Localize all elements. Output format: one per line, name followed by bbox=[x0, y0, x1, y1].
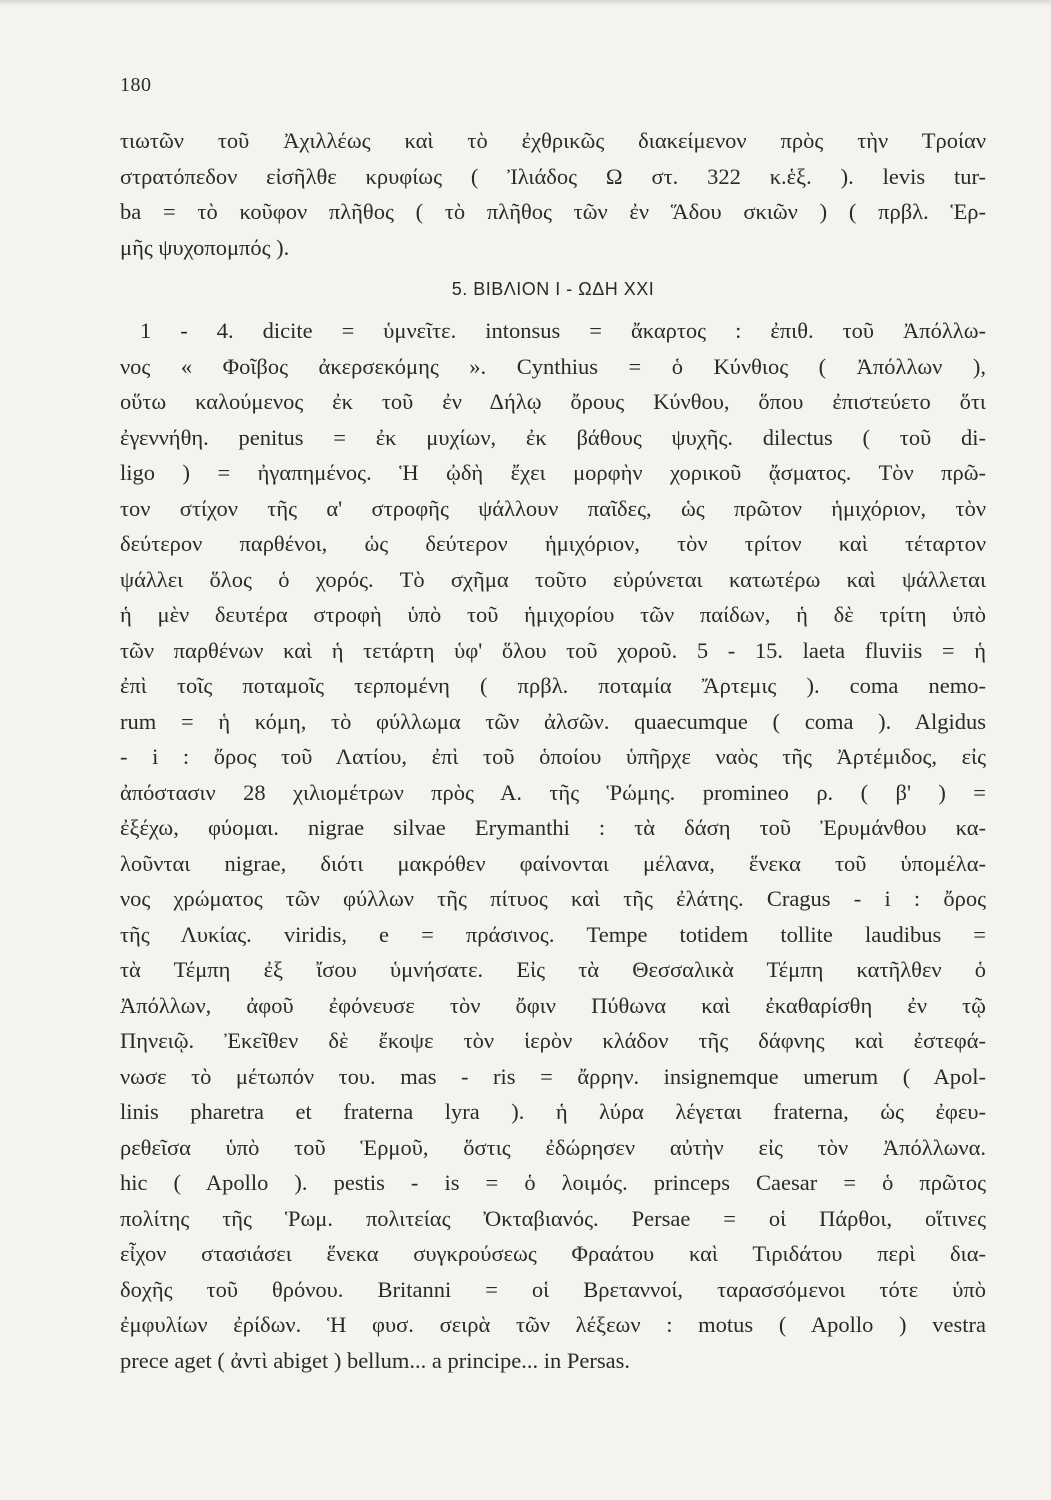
text-line: ἐγεννήθη. penitus = ἐκ μυχίων, ἐκ βάθους ψυχῆς. dilectus ( τοῦ di- bbox=[120, 424, 986, 450]
text-line: prece aget ( ἀντὶ abiget ) bellum... a principe... in Persas. bbox=[120, 1347, 631, 1373]
text-line: νος « Φοῖβος ἀκερσεκόμης ». Cynthius = ὁ Κύνθιος ( Ἀπόλλων ), bbox=[120, 353, 986, 379]
text-line: ἐξέχω, φύομαι. nigrae silvae Erymanthi : τὰ δάση τοῦ Ἐρυμάνθου κα- bbox=[120, 815, 986, 840]
text-line: ἐπὶ τοῖς ποταμοῖς τερπομένη ( πρβλ. ποταμία Ἄρτεμις ). coma nemo- bbox=[120, 673, 986, 698]
text-line: εἶχον στασιάσει ἕνεκα συγκρούσεως Φραάτου καὶ Τιριδάτου περὶ δια- bbox=[120, 1241, 986, 1266]
text-line: οὕτω καλούμενος ἐκ τοῦ ἐν Δήλῳ ὄρους Κύνθου, ὅπου ἐπιστεύετο ὅτι bbox=[120, 389, 986, 414]
page-top-edge bbox=[0, 0, 1051, 6]
text-line: νος χρώματος τῶν φύλλων τῆς πίτυος καὶ τῆς ἐλάτης. Cragus - i : ὄρος bbox=[120, 886, 986, 911]
text-line: μῆς ψυχοπομπός ). bbox=[120, 234, 290, 260]
page-number: 180 bbox=[120, 74, 152, 96]
text-line: νωσε τὸ μέτωπόν του. mas - ris = ἄρρην. insignemque umerum ( Apol- bbox=[120, 1063, 986, 1089]
text-line: 1 - 4. dicite = ὑμνεῖτε. intonsus = ἄκαρτος : ἐπιθ. τοῦ Ἀπόλλω- bbox=[140, 318, 986, 343]
text-line: linis pharetra et fraterna lyra ). ἡ λύρα λέγεται fraterna, ὡς ἐφευ- bbox=[120, 1099, 986, 1124]
text-line: στρατόπεδον εἰσῆλθε κρυφίως ( Ἰλιάδος Ω στ. 322 κ.ἑξ. ). levis tur- bbox=[120, 163, 986, 189]
text-line: δοχῆς τοῦ θρόνου. Britanni = οἱ Βρεταννοί, ταρασσόμενοι τότε ὑπὸ bbox=[120, 1276, 986, 1302]
text-line: ἡ μὲν δευτέρα στροφὴ ὑπὸ τοῦ ἡμιχορίου τῶν παίδων, ἡ δὲ τρίτη ὑπὸ bbox=[120, 602, 986, 627]
section-heading: 5. ΒΙΒΛΙΟΝ Ι - ΩΔΗ XXI bbox=[451, 279, 655, 299]
text-line: τῶν παρθένων καὶ ἡ τετάρτη ὑφ' ὅλου τοῦ χοροῦ. 5 - 15. laeta fluviis = ἡ bbox=[120, 637, 986, 663]
text-line: rum = ἡ κόμη, τὸ φύλλωμα τῶν ἀλσῶν. quaecumque ( coma ). Algidus bbox=[120, 708, 986, 734]
text-line: λοῦνται nigrae, διότι μακρόθεν φαίνονται μέλανα, ἕνεκα τοῦ ὑπομέλα- bbox=[120, 850, 986, 876]
text-line: τιωτῶν τοῦ Ἀχιλλέως καὶ τὸ ἐχθρικῶς διακείμενον πρὸς τὴν Τροίαν bbox=[120, 128, 986, 153]
text-line: δεύτερον παρθένοι, ὡς δεύτερον ἡμιχόριον, τὸν τρίτον καὶ τέταρτον bbox=[120, 531, 986, 556]
text-line: - i : ὄρος τοῦ Λατίου, ἐπὶ τοῦ ὁποίου ὑπῆρχε ναὸς τῆς Ἀρτέμιδος, εἰς bbox=[120, 744, 986, 769]
text-line: hic ( Apollo ). pestis - is = ὁ λοιμός. princeps Caesar = ὁ πρῶτος bbox=[120, 1170, 986, 1195]
text-line: Ἀπόλλων, ἀφοῦ ἐφόνευσε τὸν ὄφιν Πύθωνα καὶ ἐκαθαρίσθη ἐν τῷ bbox=[120, 992, 986, 1018]
text-line: ligo ) = ἠγαπημένος. Ἡ ᾠδὴ ἔχει μορφὴν χορικοῦ ᾄσματος. Τὸν πρῶ- bbox=[120, 460, 986, 485]
text-line: ba = τὸ κοῦφον πλῆθος ( τὸ πλῆθος τῶν ἐν Ἅδου σκιῶν ) ( πρβλ. Ἑρ- bbox=[120, 199, 986, 224]
text-line: ἐμφυλίων ἐρίδων. Ἡ φυσ. σειρὰ τῶν λέξεων : motus ( Apollo ) vestra bbox=[120, 1312, 986, 1337]
text-line: ἀπόστασιν 28 χιλιομέτρων πρὸς Α. τῆς Ῥώμης. promineo ρ. ( β' ) = bbox=[120, 779, 986, 805]
text-line: ψάλλει ὅλος ὁ χορός. Τὸ σχῆμα τοῦτο εὐρύνεται κατωτέρω καὶ ψάλλεται bbox=[120, 566, 986, 592]
commentary-text bbox=[120, 123, 986, 1378]
text-line: τὰ Τέμπη ἐξ ἴσου ὑμνήσατε. Εἰς τὰ Θεσσαλικὰ Τέμπη κατῆλθεν ὁ bbox=[120, 957, 986, 982]
text-line: Πηνειῷ. Ἐκεῖθεν δὲ ἔκοψε τὸν ἱερὸν κλάδον τῆς δάφνης καὶ ἐστεφά- bbox=[120, 1028, 986, 1053]
text-line: πολίτης τῆς Ῥωμ. πολιτείας Ὀκταβιανός. Persae = οἱ Πάρθοι, οἵτινες bbox=[120, 1205, 986, 1231]
text-line: ρεθεῖσα ὑπὸ τοῦ Ἑρμοῦ, ὅστις ἐδώρησεν αὐτὴν εἰς τὸν Ἀπόλλωνα. bbox=[120, 1134, 986, 1160]
text-line: τον στίχον τῆς α' στροφῆς ψάλλουν παῖδες, ὡς πρῶτον ἡμιχόριον, τὸν bbox=[120, 495, 986, 521]
text-line: τῆς Λυκίας. viridis, e = πράσινος. Tempe totidem tollite laudibus = bbox=[120, 921, 986, 947]
